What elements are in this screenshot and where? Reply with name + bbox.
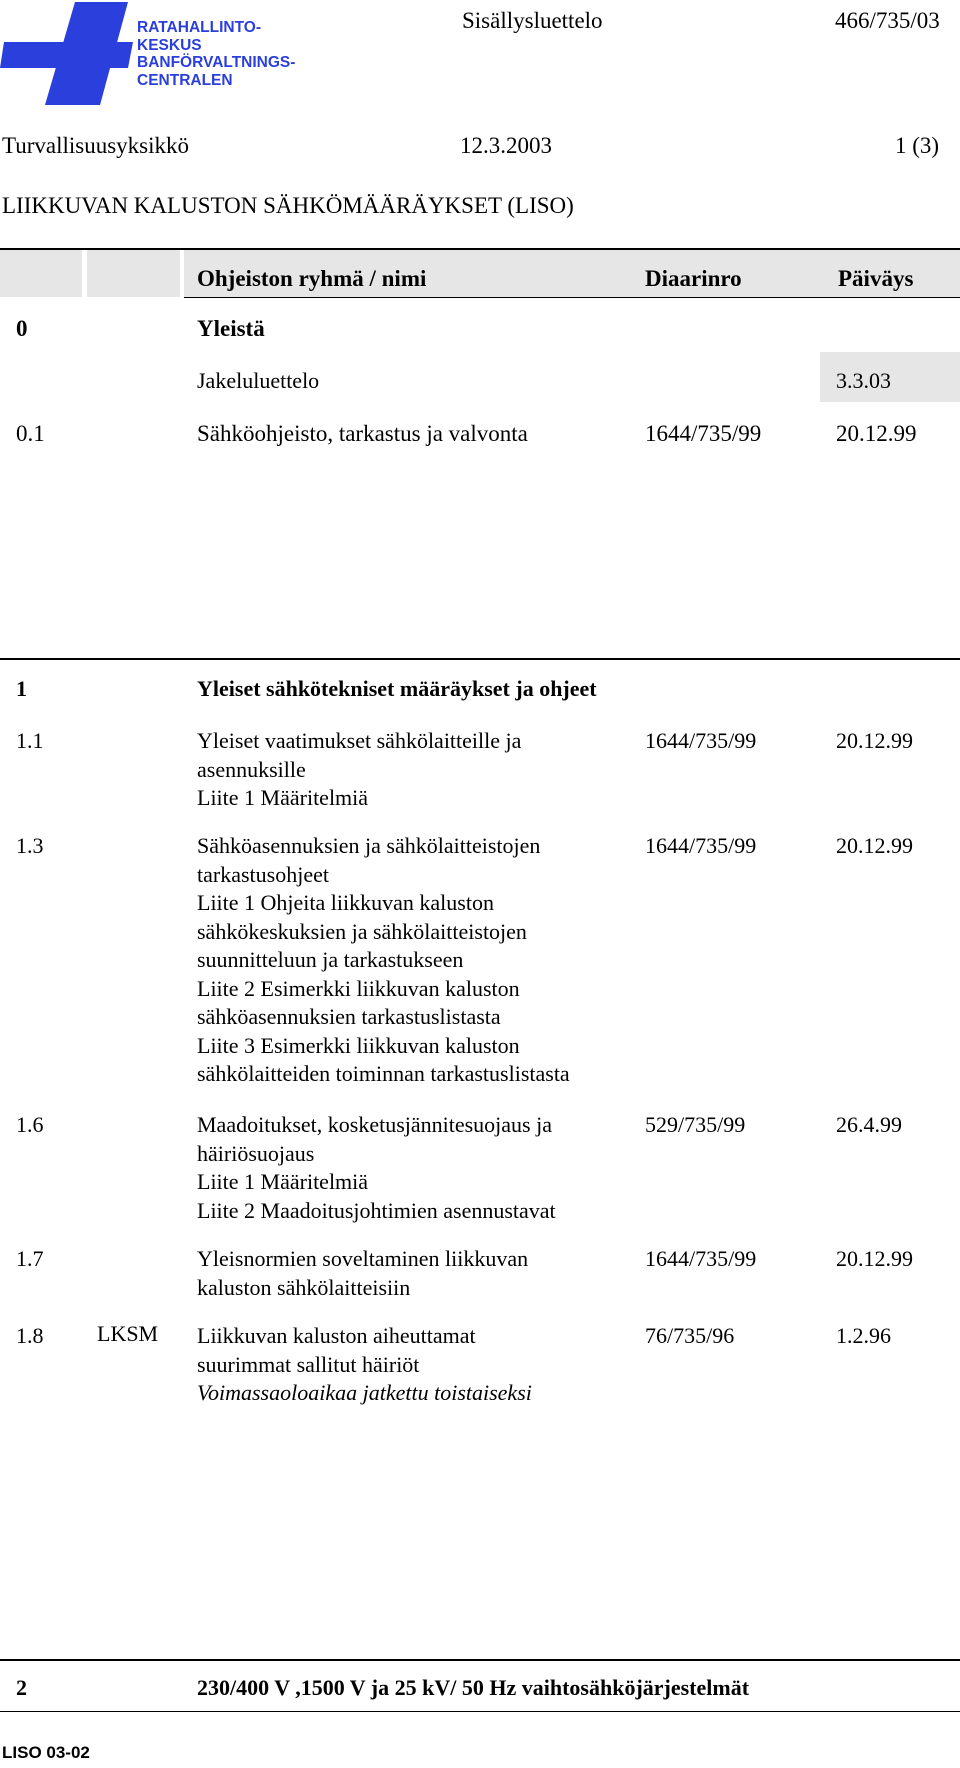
entry-line: suurimmat sallitut häiriöt [197, 1351, 420, 1377]
document-date: 12.3.2003 [460, 133, 552, 158]
entry-number: 1.6 [16, 1112, 44, 1137]
entry-diary: 1644/735/99 [645, 1246, 757, 1271]
entry-code: LKSM [97, 1321, 159, 1346]
column-header-group-name: Ohjeiston ryhmä / nimi [197, 266, 427, 291]
section-number: 2 [16, 1675, 27, 1700]
section-number: 1 [16, 676, 27, 701]
entry-line: kaluston sähkölaitteisiin [197, 1274, 411, 1300]
entry-line: sähkölaitteiden toiminnan tarkastuslistasta [197, 1061, 570, 1086]
entry-description [197, 832, 570, 1089]
entry-line: Yleiset vaatimukset sähkölaitteille ja [197, 728, 522, 753]
column-header-date: Päiväys [838, 266, 914, 291]
entry-diary: 1644/735/99 [645, 728, 757, 753]
entry-date: 20.12.99 [836, 728, 913, 753]
main-title: LIIKKUVAN KALUSTON SÄHKÖMÄÄRÄYKSET (LISO) [2, 193, 574, 218]
entry-line: Liite 3 Esimerkki liikkuvan kaluston [197, 1032, 520, 1058]
entry-number: 1.8 [16, 1323, 44, 1348]
entry-line: Liite 1 Määritelmiä [197, 785, 369, 810]
document-title: Sisällysluettelo [462, 8, 603, 33]
section-title: Yleiset sähkötekniset määräykset ja ohjeet [197, 676, 597, 701]
entry-description [197, 1111, 556, 1225]
entry-line: Liikkuvan kaluston aiheuttamat [197, 1323, 476, 1348]
entry-line: Maadoitukset, kosketusjännitesuojaus ja [197, 1112, 552, 1137]
entry-date: 1.2.96 [836, 1323, 891, 1348]
entry-line: asennuksille [197, 756, 306, 782]
entry-number: 0.1 [16, 421, 45, 446]
section-bottom-rule [0, 1711, 960, 1712]
entry-line: Yleisnormien soveltaminen liikkuvan [197, 1246, 529, 1271]
entry-name: Jakeluluettelo [197, 368, 320, 393]
entry-name: Sähköohjeisto, tarkastus ja valvonta [197, 421, 528, 446]
entry-number: 1.7 [16, 1246, 44, 1271]
entry-diary: 529/735/99 [645, 1112, 746, 1137]
logo-text [137, 19, 295, 89]
entry-diary: 1644/735/99 [645, 833, 757, 858]
entry-line: suunnitteluun ja tarkastukseen [197, 947, 464, 972]
entry-date: 3.3.03 [836, 368, 891, 393]
entry-line: sähkökeskuksien ja sähkölaitteistojen [197, 918, 527, 944]
entry-line: Liite 1 Ohjeita liikkuvan kaluston [197, 890, 494, 915]
entry-line: Liite 2 Esimerkki liikkuvan kaluston [197, 975, 520, 1001]
section-title: 230/400 V ,1500 V ja 25 kV/ 50 Hz vaihtosähköjärjestelmät [197, 1675, 750, 1700]
entry-diary: 1644/735/99 [645, 421, 762, 446]
entry-description [197, 1322, 532, 1408]
entry-line: sähköasennuksien tarkastuslistasta [197, 1004, 501, 1029]
logo-line: KESKUS [137, 36, 202, 54]
column-header-diary: Diaarinro [645, 266, 742, 291]
footer-code: LISO 03-02 [2, 1743, 90, 1762]
document-number: 466/735/03 [835, 8, 940, 33]
entry-line: Sähköasennuksien ja sähkölaitteistojen [197, 833, 541, 858]
entry-number: 1.3 [16, 833, 44, 858]
header-band-left [0, 250, 82, 297]
entry-description [197, 1245, 528, 1302]
entry-note: Voimassaoloaikaa jatkettu toistaiseksi [197, 1380, 532, 1405]
section-rule [0, 658, 960, 660]
entry-line: Liite 1 Määritelmiä [197, 1169, 369, 1194]
header-underline [184, 297, 960, 298]
logo-line: BANFÖRVALTNINGS- [137, 54, 296, 71]
entry-date: 20.12.99 [836, 1246, 913, 1271]
logo-cross-icon [0, 0, 135, 110]
logo-line: RATAHALLINTO- [137, 19, 261, 36]
logo-line: CENTRALEN [137, 71, 233, 89]
header-band-middle [87, 250, 180, 297]
page-number: 1 (3) [895, 133, 940, 158]
section-title: Yleistä [197, 316, 265, 341]
entry-line: Liite 2 Maadoitusjohtimien asennustavat [197, 1197, 556, 1223]
entry-line: häiriösuojaus [197, 1140, 315, 1166]
logo [0, 0, 135, 110]
entry-number: 1.1 [16, 728, 44, 753]
section-rule [0, 1659, 960, 1661]
entry-line: tarkastusohjeet [197, 861, 329, 887]
entry-description [197, 727, 521, 813]
entry-date: 26.4.99 [836, 1112, 902, 1137]
unit-name: Turvallisuusyksikkö [2, 133, 190, 158]
entry-date: 20.12.99 [836, 421, 917, 446]
entry-date: 20.12.99 [836, 833, 913, 858]
section-number: 0 [16, 316, 28, 341]
entry-diary: 76/735/96 [645, 1323, 735, 1348]
